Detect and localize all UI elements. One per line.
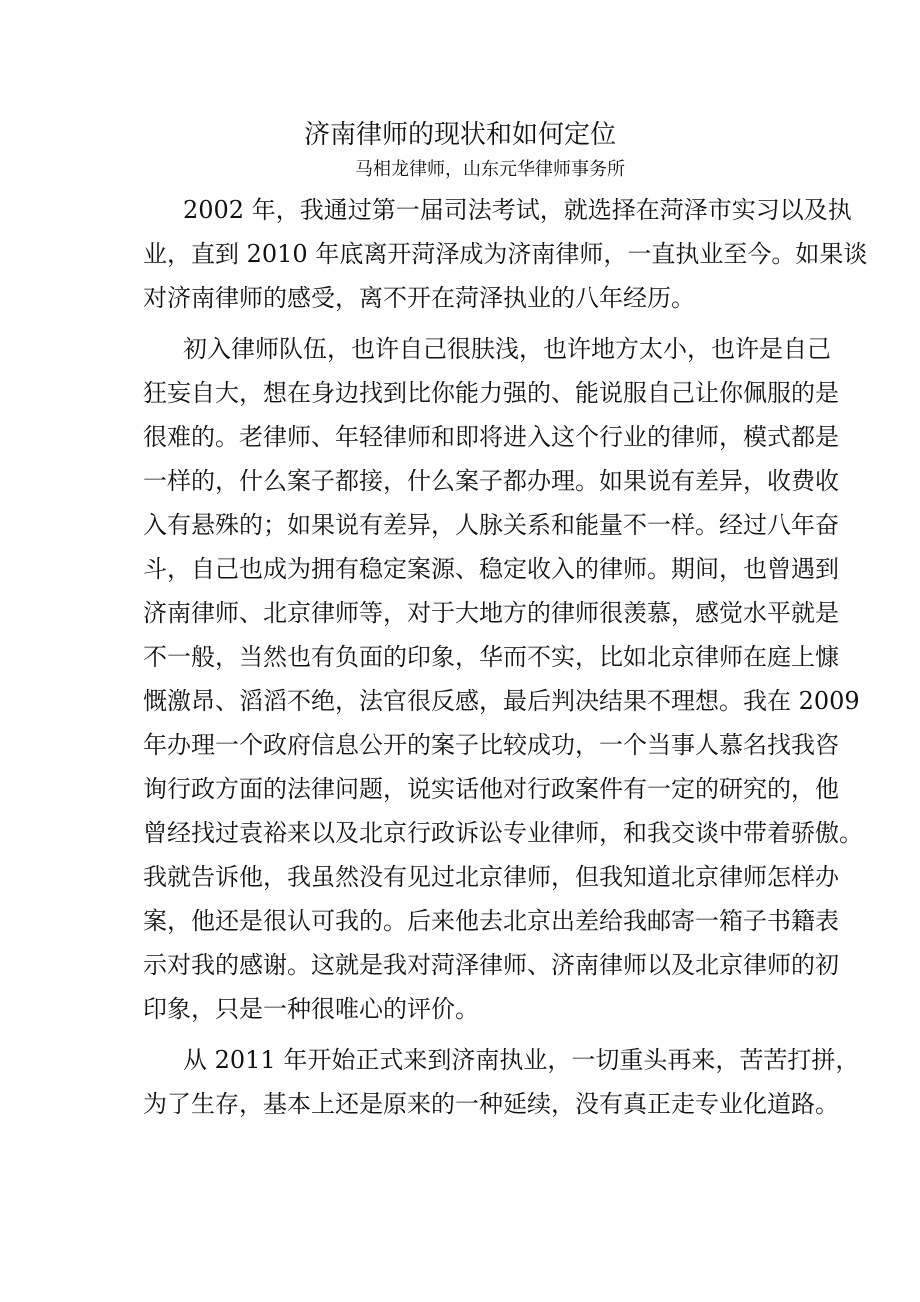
text-line: 一样的，什么案子都接，什么案子都办理。如果说有差异，收费收 [143,467,839,495]
paragraph [143,327,863,1031]
text-line: 示对我的感谢。这就是我对菏泽律师、济南律师以及北京律师的初 [143,951,839,979]
text-line: 慨激昂、滔滔不绝，法官很反感，最后判决结果不理想。我在 2009 [143,687,860,715]
text-line: 询行政方面的法律问题，说实话他对行政案件有一定的研究的，他 [143,775,839,803]
paragraph [143,1038,860,1126]
text-line: 从 2011 年开始正式来到济南执业，一切重头再来，苦苦打拼， [183,1046,860,1074]
paragraph [143,188,868,320]
document-body [143,188,868,1133]
text-line: 初入律师队伍，也许自己很肤浅，也许地方太小，也许是自己 [183,335,831,363]
text-line: 案，他还是很认可我的。后来他去北京出差给我邮寄一箱子书籍表 [143,907,839,935]
text-line: 不一般，当然也有负面的印象，华而不实，比如北京律师在庭上慷 [143,643,839,671]
text-line: 狂妄自大，想在身边找到比你能力强的、能说服自己让你佩服的是 [143,379,839,407]
text-line: 2002 年，我通过第一届司法考试，就选择在菏泽市实习以及执 [183,196,852,224]
text-line: 济南律师、北京律师等，对于大地方的律师很羡慕，感觉水平就是 [143,599,839,627]
text-line: 年办理一个政府信息公开的案子比较成功，一个当事人慕名找我咨 [143,731,839,759]
text-line: 业，直到 2010 年底离开菏泽成为济南律师，一直执业至今。如果谈 [143,240,868,268]
text-line: 入有悬殊的；如果说有差异，人脉关系和能量不一样。经过八年奋 [143,511,839,539]
text-line: 斗，自己也成为拥有稳定案源、稳定收入的律师。期间，也曾遇到 [143,555,839,583]
text-line: 我就告诉他，我虽然没有见过北京律师，但我知道北京律师怎样办 [143,863,839,891]
text-line: 印象，只是一种很唯心的评价。 [143,995,479,1023]
document-title: 济南律师的现状和如何定位 [303,120,616,150]
text-line: 为了生存，基本上还是原来的一种延续，没有真正走专业化道路。 [143,1090,839,1118]
text-line: 对济南律师的感受，离不开在菏泽执业的八年经历。 [143,284,695,312]
text-line: 很难的。老律师、年轻律师和即将进入这个行业的律师，模式都是 [143,423,839,451]
document-author-line: 马相龙律师，山东元华律师事务所 [355,159,625,180]
text-line: 曾经找过袁裕来以及北京行政诉讼专业律师，和我交谈中带着骄傲。 [143,819,863,847]
